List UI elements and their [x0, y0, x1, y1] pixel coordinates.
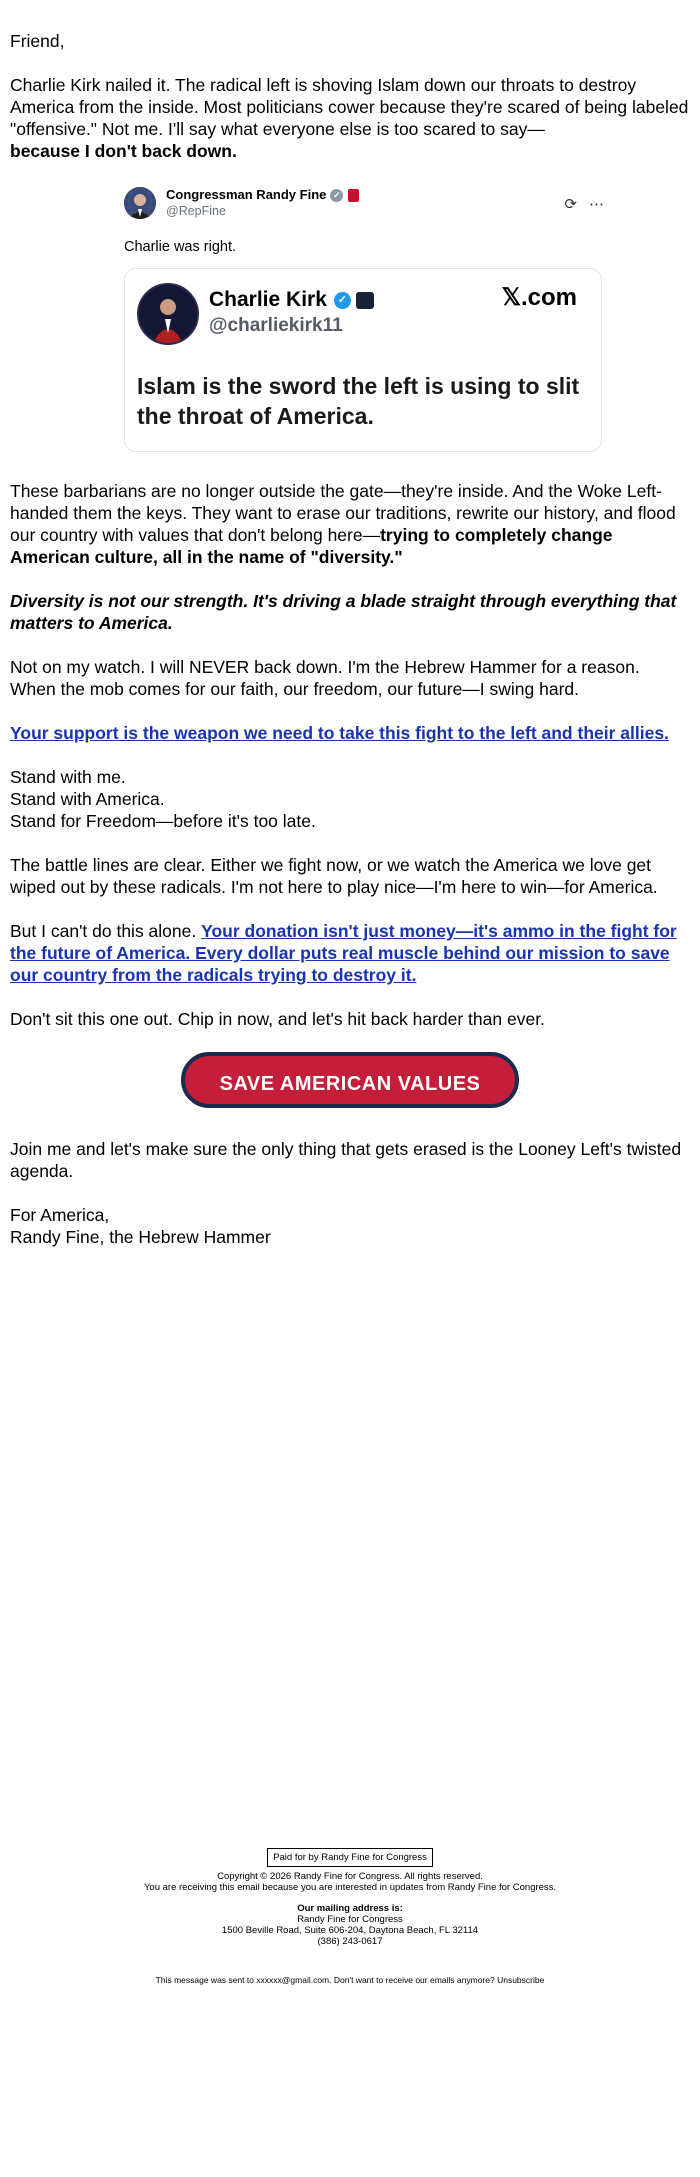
stand-line: Stand for Freedom—before it's too late.	[10, 811, 316, 831]
more-options-icon[interactable]: ⋯	[589, 196, 604, 213]
email-body	[10, 30, 690, 1270]
copyright: Copyright © 2026 Randy Fine for Congress. All rights reserved.	[217, 1871, 483, 1882]
quoted-post-card[interactable]	[124, 268, 602, 452]
support-link-paragraph	[10, 722, 690, 744]
quoted-author-handle: @charliekirk11	[209, 315, 343, 336]
paragraph-chip-in: Don't sit this one out. Chip in now, and let's hit back harder than ever.	[10, 1009, 545, 1029]
phone-number: (386) 243-0617	[317, 1936, 383, 1947]
mailing-address-label: Our mailing address is:	[297, 1903, 403, 1914]
sent-to-text: This message was sent to xxxxxx@gmail.com. Don't want to receive our emails anymore?	[155, 1975, 498, 1985]
mailing-address: 1500 Beville Road, Suite 606-204, Daytona Beach, FL 32114	[221, 1925, 479, 1936]
unsubscribe-link[interactable]: Unsubscribe	[497, 1975, 545, 1985]
stand-list	[10, 766, 690, 832]
paragraph-barbarians	[10, 480, 690, 568]
quoted-post-text: Islam is the sword the left is using to slit the throat of America.	[137, 373, 580, 429]
paragraph-join: Join me and let's make sure the only thing that gets erased is the Looney Left's twisted agenda.	[10, 1139, 682, 1181]
stand-line: Stand with America.	[10, 789, 165, 809]
intro-bold: because I don't back down.	[10, 141, 237, 161]
paragraph-text: But I can't do this alone.	[10, 921, 202, 941]
refresh-icon[interactable]: ⟳	[564, 196, 577, 213]
sent-to-notice	[0, 1975, 700, 1986]
paragraph-text: These barbarians are no longer outside the gate—they're inside. And the Woke Left-handed them the keys. They want to erase our traditions, rewrite our history, and flood our country with values that don't belong here—	[10, 481, 676, 545]
verified-icon: ✓	[334, 292, 351, 309]
paragraph-bold: trying to completely change American culture, all in the name of "diversity."	[10, 525, 613, 567]
verified-icon: ✓	[330, 189, 343, 202]
intro-paragraph	[10, 74, 690, 162]
x-logo: 𝕏.com	[501, 284, 577, 311]
support-link[interactable]: Your support is the weapon we need to take this fight to the left and their allies.	[10, 723, 669, 743]
affiliation-badge-icon	[356, 292, 374, 309]
donation-link[interactable]: Your donation isn't just money—it's ammo in the fight for the future of America. Every dollar puts real muscle behind our mission to save our country from the radicals trying to destroy it.	[10, 921, 677, 985]
tweet-author-name: Congressman Randy Fine	[166, 187, 327, 202]
greeting: Friend,	[10, 31, 65, 51]
quoted-avatar	[137, 283, 199, 345]
save-american-values-button[interactable]: SAVE AMERICAN VALUES	[181, 1052, 519, 1108]
embedded-tweet[interactable]	[114, 184, 604, 452]
organization-name: Randy Fine for Congress	[297, 1914, 403, 1925]
email-footer	[0, 1848, 700, 1986]
tweet-text: Charlie was right.	[124, 239, 237, 255]
stand-line: Stand with me.	[10, 767, 126, 787]
paid-for-disclaimer: Paid for by Randy Fine for Congress	[267, 1848, 433, 1867]
paragraph-donation	[10, 920, 690, 986]
paragraph-diversity	[10, 590, 690, 634]
quoted-author-name: Charlie Kirk	[209, 288, 327, 311]
signature: Randy Fine, the Hebrew Hammer	[10, 1227, 271, 1247]
affiliation-badge-icon	[348, 189, 359, 202]
paragraph-battle: The battle lines are clear. Either we fight now, or we watch the America we love get wiped out by these radicals. I'm not here to play nice—I'm here to win—for America.	[10, 855, 658, 897]
avatar	[124, 187, 156, 219]
diversity-statement: Diversity is not our strength. It's driving a blade straight through everything that matters to America.	[10, 591, 677, 633]
tweet-author-handle: @RepFine	[166, 204, 226, 218]
paragraph-watch: Not on my watch. I will NEVER back down. I'm the Hebrew Hammer for a reason. When the mob comes for our faith, our freedom, our future—I swing hard.	[10, 657, 640, 699]
intro-text: Charlie Kirk nailed it. The radical left is shoving Islam down our throats to destroy America from the inside. Most politicians cower because they're scared of being labeled "offensive." Not me. I'll say what everyone else is too scared to say—	[10, 75, 689, 139]
signoff-line: For America,	[10, 1205, 110, 1225]
subscription-reason: You are receiving this email because you are interested in updates from Randy Fine for Congress.	[143, 1882, 557, 1893]
tweet-header	[124, 184, 604, 222]
signoff	[10, 1204, 690, 1248]
